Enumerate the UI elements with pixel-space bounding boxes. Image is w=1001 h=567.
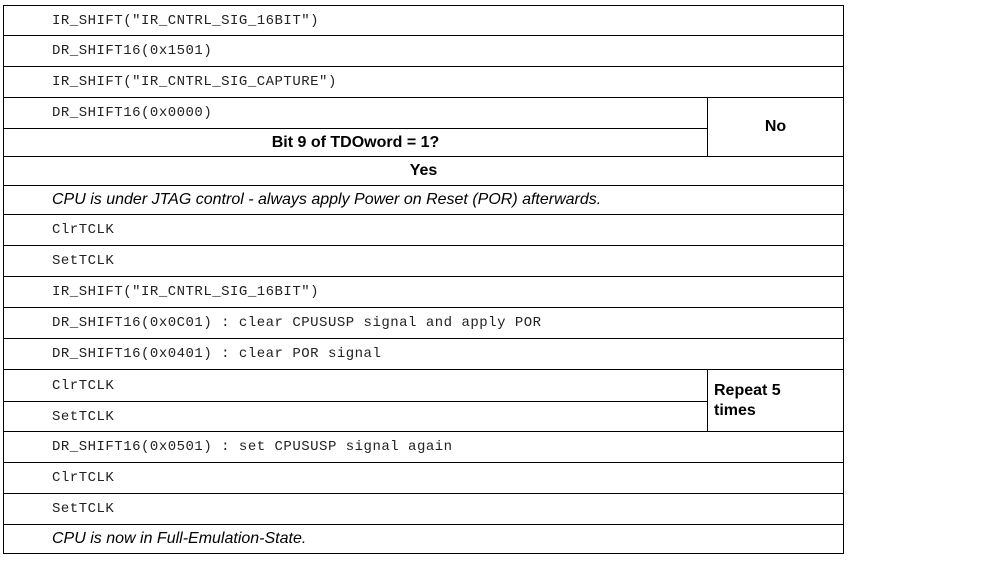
decision-yes-label: Yes bbox=[3, 157, 844, 186]
step-row: DR_SHIFT16(0x0501) : set CPUSUSP signal again bbox=[3, 432, 844, 463]
step-row: ClrTCLK bbox=[3, 463, 844, 494]
step-row: IR_SHIFT("IR_CNTRL_SIG_16BIT") bbox=[3, 5, 844, 36]
step-row: DR_SHIFT16(0x1501) bbox=[3, 36, 844, 67]
decision-block bbox=[3, 98, 844, 157]
note-final: CPU is now in Full-Emulation-State. bbox=[3, 525, 844, 554]
step-row: IR_SHIFT("IR_CNTRL_SIG_16BIT") bbox=[3, 277, 844, 308]
step-row: ClrTCLK bbox=[3, 215, 844, 246]
step-row: DR_SHIFT16(0x0401) : clear POR signal bbox=[3, 339, 844, 370]
flow-table bbox=[3, 5, 844, 554]
repeat-label-text: Repeat 5 times bbox=[714, 381, 781, 419]
repeat-block bbox=[3, 370, 844, 432]
decision-no-label: No bbox=[707, 98, 843, 156]
step-row: DR_SHIFT16(0x0C01) : clear CPUSUSP signal and apply POR bbox=[3, 308, 844, 339]
step-row: DR_SHIFT16(0x0000) bbox=[52, 105, 213, 121]
step-row: SetTCLK bbox=[3, 494, 844, 525]
decision-question: Bit 9 of TDOword = 1? bbox=[4, 128, 707, 156]
step-row: SetTCLK bbox=[3, 246, 844, 277]
step-row: ClrTCLK bbox=[52, 377, 115, 394]
step-row: IR_SHIFT("IR_CNTRL_SIG_CAPTURE") bbox=[3, 67, 844, 98]
repeat-label bbox=[707, 370, 843, 431]
step-row: SetTCLK bbox=[4, 401, 707, 431]
note-jtag: CPU is under JTAG control - always apply Power on Reset (POR) afterwards. bbox=[3, 186, 844, 215]
